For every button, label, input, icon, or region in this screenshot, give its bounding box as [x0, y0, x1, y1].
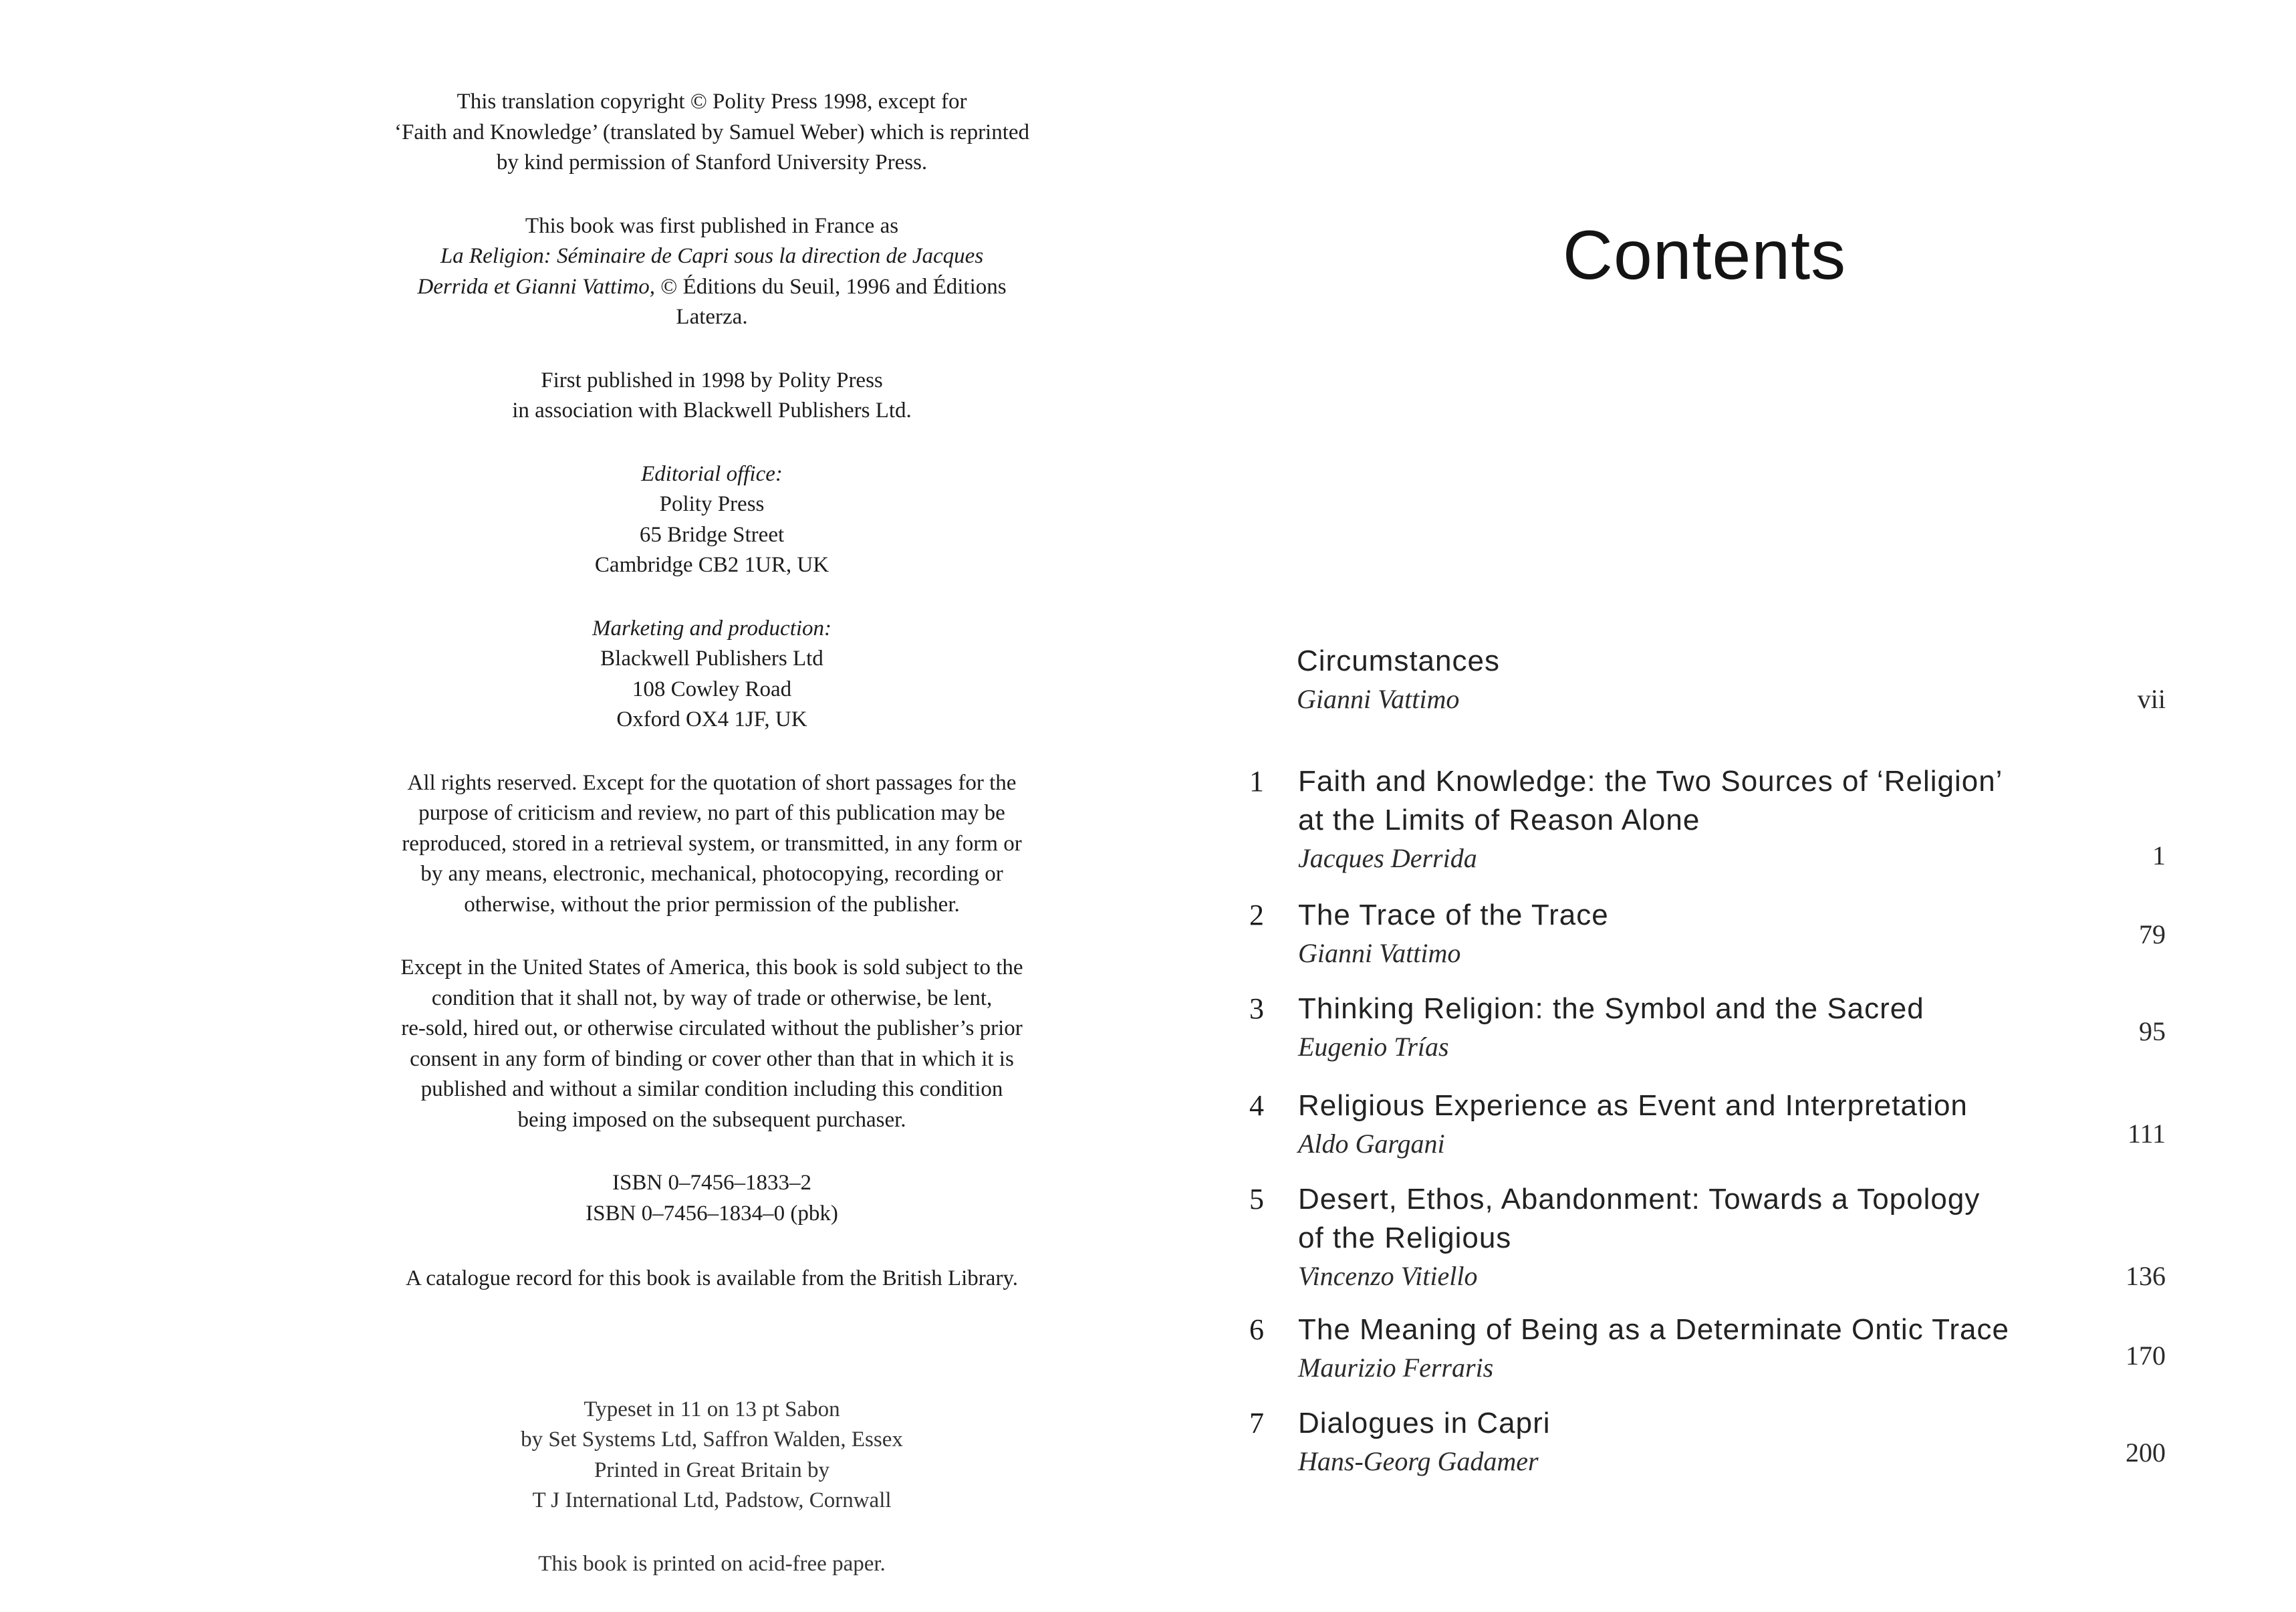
toc-page-number: 136 [2126, 1261, 2166, 1291]
isbn-hardback: ISBN 0–7456–1833–2 [612, 1171, 811, 1195]
text-line: re-sold, hired out, or otherwise circulated without the publisher’s prior [401, 1016, 1023, 1040]
toc-title [1298, 1310, 2073, 1349]
sale-conditions [294, 953, 1130, 1135]
toc-title-line: The Meaning of Being as a Determinate Ontic Trace [1298, 1313, 2009, 1346]
toc-entry [1243, 762, 2166, 883]
toc-page-number: 200 [2126, 1437, 2166, 1468]
toc-entry [1243, 642, 2166, 722]
toc-entry-text [1298, 1310, 2073, 1387]
toc-title [1298, 990, 2073, 1028]
address-line: Oxford OX4 1JF, UK [616, 707, 807, 731]
toc-title [1298, 1180, 2073, 1258]
toc-title-line: at the Limits of Reason Alone [1298, 804, 1700, 836]
toc-entry-text [1298, 1404, 2073, 1480]
rights-notice [294, 768, 1130, 921]
marketing-heading: Marketing and production: [592, 616, 832, 641]
toc-title [1298, 896, 2073, 935]
text-line: T J International Ltd, Padstow, Cornwall [532, 1488, 892, 1512]
address-line: 108 Cowley Road [632, 677, 792, 701]
toc-page-number: 95 [2139, 1016, 2166, 1046]
toc-author: Jacques Derrida [1298, 843, 1477, 873]
toc-page-number: 1 [2152, 840, 2166, 871]
first-published-english [294, 366, 1130, 427]
toc-entry-text [1298, 896, 2073, 972]
text-line: by kind permission of Stanford University Press. [496, 150, 928, 175]
text-line: Except in the United States of America, this book is sold subject to the [400, 955, 1023, 980]
text-line: consent in any form of binding or cover other than that in which it is [410, 1046, 1014, 1071]
text-line: This translation copyright © Polity Press 1998, except for [457, 90, 967, 114]
editorial-office-heading: Editorial office: [641, 461, 783, 486]
translation-notice [294, 87, 1130, 179]
text-line: published and without a similar condition including this condition [420, 1077, 1003, 1101]
editorial-office [294, 459, 1130, 581]
toc-author: Gianni Vattimo [1297, 684, 1460, 714]
text-line: This book is printed on acid-free paper. [538, 1551, 886, 1576]
text-line: in association with Blackwell Publishers Ltd. [512, 398, 912, 423]
toc-title [1298, 1086, 2073, 1125]
toc-number: 2 [1249, 899, 1264, 931]
toc-title-line: The Trace of the Trace [1298, 899, 1609, 931]
toc-title-line: Desert, Ethos, Abandonment: Towards a Topology [1298, 1183, 1981, 1216]
toc-title-line: Circumstances [1297, 645, 1500, 677]
toc-entry-text [1298, 1086, 2073, 1163]
toc-entry [1243, 1180, 2166, 1300]
text-line: Laterza. [676, 305, 748, 329]
toc-entry [1243, 990, 2166, 1070]
toc-number: 5 [1249, 1183, 1264, 1216]
toc-author: Gianni Vattimo [1298, 938, 1461, 968]
toc-author: Aldo Gargani [1298, 1129, 1445, 1159]
toc-title [1297, 642, 2072, 681]
toc-title-line: Dialogues in Capri [1298, 1407, 1551, 1440]
text-line: otherwise, without the prior permission of the publisher. [464, 892, 960, 917]
toc-page-number: 111 [2127, 1119, 2166, 1149]
french-title-line: La Religion: Séminaire de Capri sous la direction de Jacques [440, 244, 984, 268]
address-line: Cambridge CB2 1UR, UK [594, 553, 830, 577]
text-line: being imposed on the subsequent purchaser. [517, 1107, 906, 1132]
french-title-line [294, 272, 1130, 303]
toc-number: 3 [1249, 992, 1264, 1025]
text-line: by Set Systems Ltd, Saffron Walden, Essex [521, 1427, 903, 1452]
toc-author: Maurizio Ferraris [1298, 1353, 1494, 1383]
text-line: A catalogue record for this book is available from the British Library. [405, 1266, 1019, 1290]
toc-entry-text [1298, 762, 2073, 877]
toc-title-line: Thinking Religion: the Symbol and the Sacred [1298, 992, 1924, 1025]
toc-title [1298, 762, 2073, 840]
typesetting-info [294, 1395, 1130, 1516]
toc-title [1298, 1404, 2073, 1443]
toc-entry-text [1297, 642, 2072, 718]
text-line: ‘Faith and Knowledge’ (translated by Samuel Weber) which is reprinted [394, 120, 1030, 144]
editors-names: Derrida et Gianni Vattimo, [417, 274, 656, 299]
paper-note [294, 1549, 1130, 1580]
toc-entry [1243, 1086, 2166, 1167]
text-line: Printed in Great Britain by [594, 1458, 830, 1482]
toc-page-number: vii [2137, 684, 2166, 714]
toc-title-line: Religious Experience as Event and Interpretation [1298, 1089, 1968, 1122]
isbn-block [294, 1168, 1130, 1229]
toc-number: 7 [1249, 1407, 1264, 1440]
toc-title-line: Faith and Knowledge: the Two Sources of ‘Religion’ [1298, 765, 2003, 798]
marketing-production [294, 614, 1130, 735]
toc-page-number: 170 [2126, 1341, 2166, 1371]
toc-title-line: of the Religious [1298, 1222, 1512, 1254]
text-line: First published in 1998 by Polity Press [541, 368, 883, 392]
catalogue-record [294, 1264, 1130, 1294]
toc-entry-text [1298, 1180, 2073, 1295]
address-line: Polity Press [659, 492, 765, 516]
toc-entry [1243, 896, 2166, 976]
french-publishers: © Éditions du Seuil, 1996 and Éditions [655, 274, 1007, 299]
address-line: 65 Bridge Street [639, 522, 785, 547]
copyright-page [294, 87, 1130, 1612]
text-line: condition that it shall not, by way of trade or otherwise, be lent, [431, 986, 993, 1010]
toc-number: 4 [1249, 1089, 1264, 1122]
toc-entry [1243, 1404, 2166, 1484]
first-published-france [294, 211, 1130, 333]
toc-author: Vincenzo Vitiello [1298, 1261, 1478, 1291]
text-line: by any means, electronic, mechanical, photocopying, recording or [420, 862, 1003, 886]
toc-entry [1243, 1310, 2166, 1391]
toc-number: 1 [1249, 765, 1264, 798]
isbn-paperback: ISBN 0–7456–1834–0 (pbk) [586, 1201, 838, 1226]
text-line: All rights reserved. Except for the quotation of short passages for the [407, 770, 1017, 795]
text-line: reproduced, stored in a retrieval system, or transmitted, in any form or [402, 831, 1022, 856]
toc-author: Hans-Georg Gadamer [1298, 1446, 1539, 1476]
toc-author: Eugenio Trías [1298, 1032, 1449, 1062]
toc-number: 6 [1249, 1313, 1264, 1346]
toc-page-number: 79 [2139, 919, 2166, 949]
text-line: This book was first published in France as [525, 213, 899, 238]
text-line: purpose of criticism and review, no part of this publication may be [418, 801, 1005, 825]
contents-heading: Contents [1562, 217, 1847, 294]
toc-entry-text [1298, 990, 2073, 1066]
address-line: Blackwell Publishers Ltd [600, 647, 823, 671]
text-line: Typeset in 11 on 13 pt Sabon [584, 1397, 840, 1421]
